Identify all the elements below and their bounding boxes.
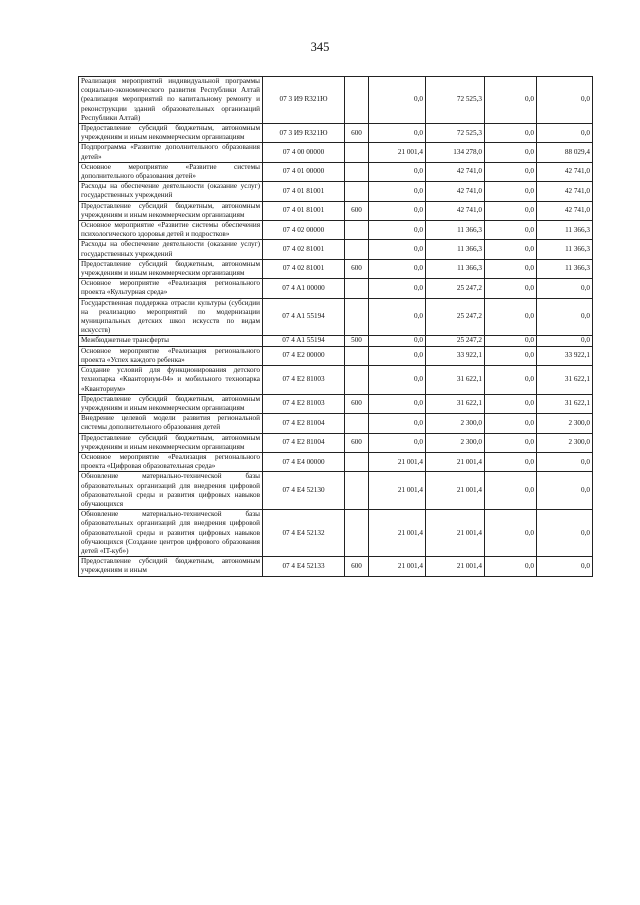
row-value-1-cell: 0,0 <box>369 336 426 346</box>
row-code-cell: 07 4 A1 55194 <box>263 336 345 346</box>
row-value-4-cell: 0,0 <box>537 472 593 510</box>
row-code-cell: 07 3 И9 R321Ю <box>263 77 345 124</box>
row-value-2-cell: 11 366,3 <box>426 240 485 259</box>
row-value-3-cell: 0,0 <box>485 124 537 143</box>
row-vr-cell <box>345 221 369 240</box>
row-value-4-cell: 88 029,4 <box>537 143 593 162</box>
row-name-cell: Обновление материально-технической базы образовательных организаций для внедрения цифровой образовательной среды и развития цифровых навыков обучающихся (Создание центров цифрового образования детей «IT-куб») <box>79 510 263 557</box>
row-name-cell: Основное мероприятие «Реализация регионального проекта «Цифровая образовательная среда» <box>79 452 263 471</box>
row-name-cell: Предоставление субсидий бюджетным, автономным учреждениям и иным некоммерческим организациям <box>79 394 263 413</box>
table-row <box>79 279 593 298</box>
row-value-3-cell: 0,0 <box>485 394 537 413</box>
row-value-1-cell: 21 001,4 <box>369 143 426 162</box>
row-code-cell: 07 4 E2 81003 <box>263 366 345 395</box>
row-value-3-cell: 0,0 <box>485 298 537 336</box>
row-vr-cell: 600 <box>345 394 369 413</box>
row-name-cell: Внедрение целевой модели развития региональной системы дополнительного образования детей <box>79 414 263 433</box>
row-value-2-cell: 21 001,4 <box>426 452 485 471</box>
row-value-1-cell: 0,0 <box>369 221 426 240</box>
row-name-cell: Основное мероприятие «Реализация регионального проекта «Культурная среда» <box>79 279 263 298</box>
table-row <box>79 472 593 510</box>
row-vr-cell <box>345 414 369 433</box>
row-name-cell: Предоставление субсидий бюджетным, автономным учреждениям и иным некоммерческим организациям <box>79 259 263 278</box>
row-value-4-cell: 42 741,0 <box>537 201 593 220</box>
row-code-cell: 07 4 00 00000 <box>263 143 345 162</box>
row-code-cell: 07 4 E4 52132 <box>263 510 345 557</box>
row-value-4-cell: 33 922,1 <box>537 346 593 365</box>
row-value-4-cell: 0,0 <box>537 298 593 336</box>
row-value-1-cell: 0,0 <box>369 414 426 433</box>
table-row <box>79 298 593 336</box>
budget-table-body <box>79 77 593 577</box>
row-value-1-cell: 0,0 <box>369 240 426 259</box>
row-value-2-cell: 25 247,2 <box>426 298 485 336</box>
row-vr-cell <box>345 510 369 557</box>
row-value-3-cell: 0,0 <box>485 201 537 220</box>
row-vr-cell: 600 <box>345 259 369 278</box>
row-name-cell: Подпрограмма «Развитие дополнительного образования детей» <box>79 143 263 162</box>
row-value-3-cell: 0,0 <box>485 259 537 278</box>
row-value-2-cell: 21 001,4 <box>426 510 485 557</box>
row-vr-cell <box>345 162 369 181</box>
row-value-4-cell: 0,0 <box>537 77 593 124</box>
row-code-cell: 07 4 E2 81004 <box>263 414 345 433</box>
row-value-3-cell: 0,0 <box>485 433 537 452</box>
row-value-4-cell: 0,0 <box>537 336 593 346</box>
row-name-cell: Предоставление субсидий бюджетным, автономным учреждениям и иным некоммерческим организациям <box>79 124 263 143</box>
row-vr-cell: 500 <box>345 336 369 346</box>
row-value-3-cell: 0,0 <box>485 77 537 124</box>
table-row <box>79 124 593 143</box>
row-name-cell: Основное мероприятие «Реализация регионального проекта «Успех каждого ребенка» <box>79 346 263 365</box>
row-vr-cell <box>345 182 369 201</box>
table-row <box>79 346 593 365</box>
row-code-cell: 07 4 A1 55194 <box>263 298 345 336</box>
row-code-cell: 07 4 E2 81004 <box>263 433 345 452</box>
row-value-1-cell: 0,0 <box>369 182 426 201</box>
row-vr-cell <box>345 143 369 162</box>
row-value-2-cell: 31 622,1 <box>426 366 485 395</box>
row-code-cell: 07 4 E2 81003 <box>263 394 345 413</box>
row-vr-cell <box>345 298 369 336</box>
row-value-2-cell: 2 300,0 <box>426 433 485 452</box>
table-row <box>79 201 593 220</box>
row-value-1-cell: 0,0 <box>369 124 426 143</box>
row-value-2-cell: 11 366,3 <box>426 259 485 278</box>
row-value-1-cell: 21 001,4 <box>369 557 426 576</box>
row-value-3-cell: 0,0 <box>485 336 537 346</box>
table-row <box>79 77 593 124</box>
table-row <box>79 240 593 259</box>
row-vr-cell <box>345 77 369 124</box>
table-row <box>79 336 593 346</box>
row-code-cell: 07 4 02 00000 <box>263 221 345 240</box>
row-vr-cell: 600 <box>345 433 369 452</box>
row-value-1-cell: 0,0 <box>369 201 426 220</box>
row-value-4-cell: 11 366,3 <box>537 240 593 259</box>
table-row <box>79 366 593 395</box>
table-row <box>79 394 593 413</box>
row-name-cell: Расходы на обеспечение деятельности (оказание услуг) государственных учреждений <box>79 182 263 201</box>
row-value-4-cell: 0,0 <box>537 510 593 557</box>
row-value-2-cell: 25 247,2 <box>426 336 485 346</box>
row-vr-cell <box>345 279 369 298</box>
row-name-cell: Обновление материально-технической базы образовательных организаций для внедрения цифровой образовательной среды и развития цифровых навыков обучающихся <box>79 472 263 510</box>
row-value-4-cell: 42 741,0 <box>537 182 593 201</box>
row-value-1-cell: 0,0 <box>369 162 426 181</box>
row-name-cell: Предоставление субсидий бюджетным, автономным учреждениям и иным <box>79 557 263 576</box>
row-value-2-cell: 31 622,1 <box>426 394 485 413</box>
row-value-2-cell: 42 741,0 <box>426 201 485 220</box>
row-value-2-cell: 42 741,0 <box>426 162 485 181</box>
row-value-2-cell: 42 741,0 <box>426 182 485 201</box>
row-name-cell: Предоставление субсидий бюджетным, автономным учреждениям и иным некоммерческим организациям <box>79 433 263 452</box>
table-row <box>79 221 593 240</box>
row-code-cell: 07 4 E2 00000 <box>263 346 345 365</box>
table-row <box>79 433 593 452</box>
row-value-4-cell: 11 366,3 <box>537 221 593 240</box>
row-code-cell: 07 3 И9 R321Ю <box>263 124 345 143</box>
row-value-2-cell: 134 278,0 <box>426 143 485 162</box>
row-value-1-cell: 0,0 <box>369 77 426 124</box>
row-value-3-cell: 0,0 <box>485 240 537 259</box>
row-code-cell: 07 4 02 81001 <box>263 240 345 259</box>
row-vr-cell <box>345 366 369 395</box>
row-vr-cell <box>345 240 369 259</box>
row-name-cell: Государственная поддержка отрасли культуры (субсидии на реализацию мероприятий по модернизации муниципальных детских школ искусств по видам искусств) <box>79 298 263 336</box>
row-value-4-cell: 2 300,0 <box>537 414 593 433</box>
table-row <box>79 259 593 278</box>
row-value-3-cell: 0,0 <box>485 557 537 576</box>
row-code-cell: 07 4 02 81001 <box>263 259 345 278</box>
row-value-4-cell: 11 366,3 <box>537 259 593 278</box>
row-value-3-cell: 0,0 <box>485 279 537 298</box>
row-value-3-cell: 0,0 <box>485 510 537 557</box>
row-value-4-cell: 42 741,0 <box>537 162 593 181</box>
row-value-2-cell: 72 525,3 <box>426 124 485 143</box>
table-row <box>79 510 593 557</box>
row-value-1-cell: 0,0 <box>369 279 426 298</box>
row-code-cell: 07 4 01 81001 <box>263 182 345 201</box>
row-value-3-cell: 0,0 <box>485 472 537 510</box>
row-value-1-cell: 0,0 <box>369 298 426 336</box>
row-value-3-cell: 0,0 <box>485 346 537 365</box>
row-code-cell: 07 4 A1 00000 <box>263 279 345 298</box>
row-code-cell: 07 4 E4 00000 <box>263 452 345 471</box>
row-value-1-cell: 0,0 <box>369 433 426 452</box>
row-name-cell: Межбюджетные трансферты <box>79 336 263 346</box>
row-value-1-cell: 21 001,4 <box>369 510 426 557</box>
row-value-3-cell: 0,0 <box>485 182 537 201</box>
row-code-cell: 07 4 01 81001 <box>263 201 345 220</box>
row-name-cell: Реализация мероприятий индивидуальной программы социально-экономического развития Республики Алтай (реализация мероприятий по капитальному ремонту и реконструкции зданий образовательных организаций Республики Алтай) <box>79 77 263 124</box>
row-value-3-cell: 0,0 <box>485 452 537 471</box>
row-value-4-cell: 0,0 <box>537 452 593 471</box>
row-name-cell: Расходы на обеспечение деятельности (оказание услуг) государственных учреждений <box>79 240 263 259</box>
row-value-2-cell: 72 525,3 <box>426 77 485 124</box>
row-value-2-cell: 21 001,4 <box>426 472 485 510</box>
row-value-1-cell: 0,0 <box>369 394 426 413</box>
table-row <box>79 143 593 162</box>
row-name-cell: Основное мероприятие «Развитие системы дополнительного образования детей» <box>79 162 263 181</box>
table-row <box>79 557 593 576</box>
row-name-cell: Предоставление субсидий бюджетным, автономным учреждениям и иным некоммерческим организациям <box>79 201 263 220</box>
row-value-2-cell: 33 922,1 <box>426 346 485 365</box>
row-vr-cell <box>345 346 369 365</box>
row-value-3-cell: 0,0 <box>485 162 537 181</box>
row-vr-cell: 600 <box>345 557 369 576</box>
row-value-2-cell: 25 247,2 <box>426 279 485 298</box>
table-row <box>79 162 593 181</box>
row-vr-cell: 600 <box>345 201 369 220</box>
row-value-3-cell: 0,0 <box>485 366 537 395</box>
row-value-3-cell: 0,0 <box>485 221 537 240</box>
table-row <box>79 452 593 471</box>
row-value-3-cell: 0,0 <box>485 143 537 162</box>
row-value-4-cell: 0,0 <box>537 124 593 143</box>
row-value-1-cell: 0,0 <box>369 346 426 365</box>
row-value-3-cell: 0,0 <box>485 414 537 433</box>
row-value-4-cell: 31 622,1 <box>537 394 593 413</box>
row-value-2-cell: 11 366,3 <box>426 221 485 240</box>
row-value-2-cell: 2 300,0 <box>426 414 485 433</box>
row-code-cell: 07 4 E4 52133 <box>263 557 345 576</box>
budget-table <box>78 76 593 577</box>
row-vr-cell <box>345 452 369 471</box>
table-row <box>79 182 593 201</box>
row-code-cell: 07 4 01 00000 <box>263 162 345 181</box>
row-value-1-cell: 21 001,4 <box>369 472 426 510</box>
row-value-1-cell: 0,0 <box>369 366 426 395</box>
row-value-4-cell: 0,0 <box>537 279 593 298</box>
page-number: 345 <box>310 40 330 54</box>
row-value-4-cell: 2 300,0 <box>537 433 593 452</box>
row-vr-cell: 600 <box>345 124 369 143</box>
table-row <box>79 414 593 433</box>
row-vr-cell <box>345 472 369 510</box>
row-value-1-cell: 0,0 <box>369 259 426 278</box>
row-value-2-cell: 21 001,4 <box>426 557 485 576</box>
row-code-cell: 07 4 E4 52130 <box>263 472 345 510</box>
row-name-cell: Создание условий для функционирования детского технопарка «Кванториум-04» и мобильного технопарка «Кванториум» <box>79 366 263 395</box>
row-value-4-cell: 31 622,1 <box>537 366 593 395</box>
row-value-4-cell: 0,0 <box>537 557 593 576</box>
row-name-cell: Основное мероприятие «Развитие системы обеспечения психологического здоровья детей и подростков» <box>79 221 263 240</box>
row-value-1-cell: 21 001,4 <box>369 452 426 471</box>
